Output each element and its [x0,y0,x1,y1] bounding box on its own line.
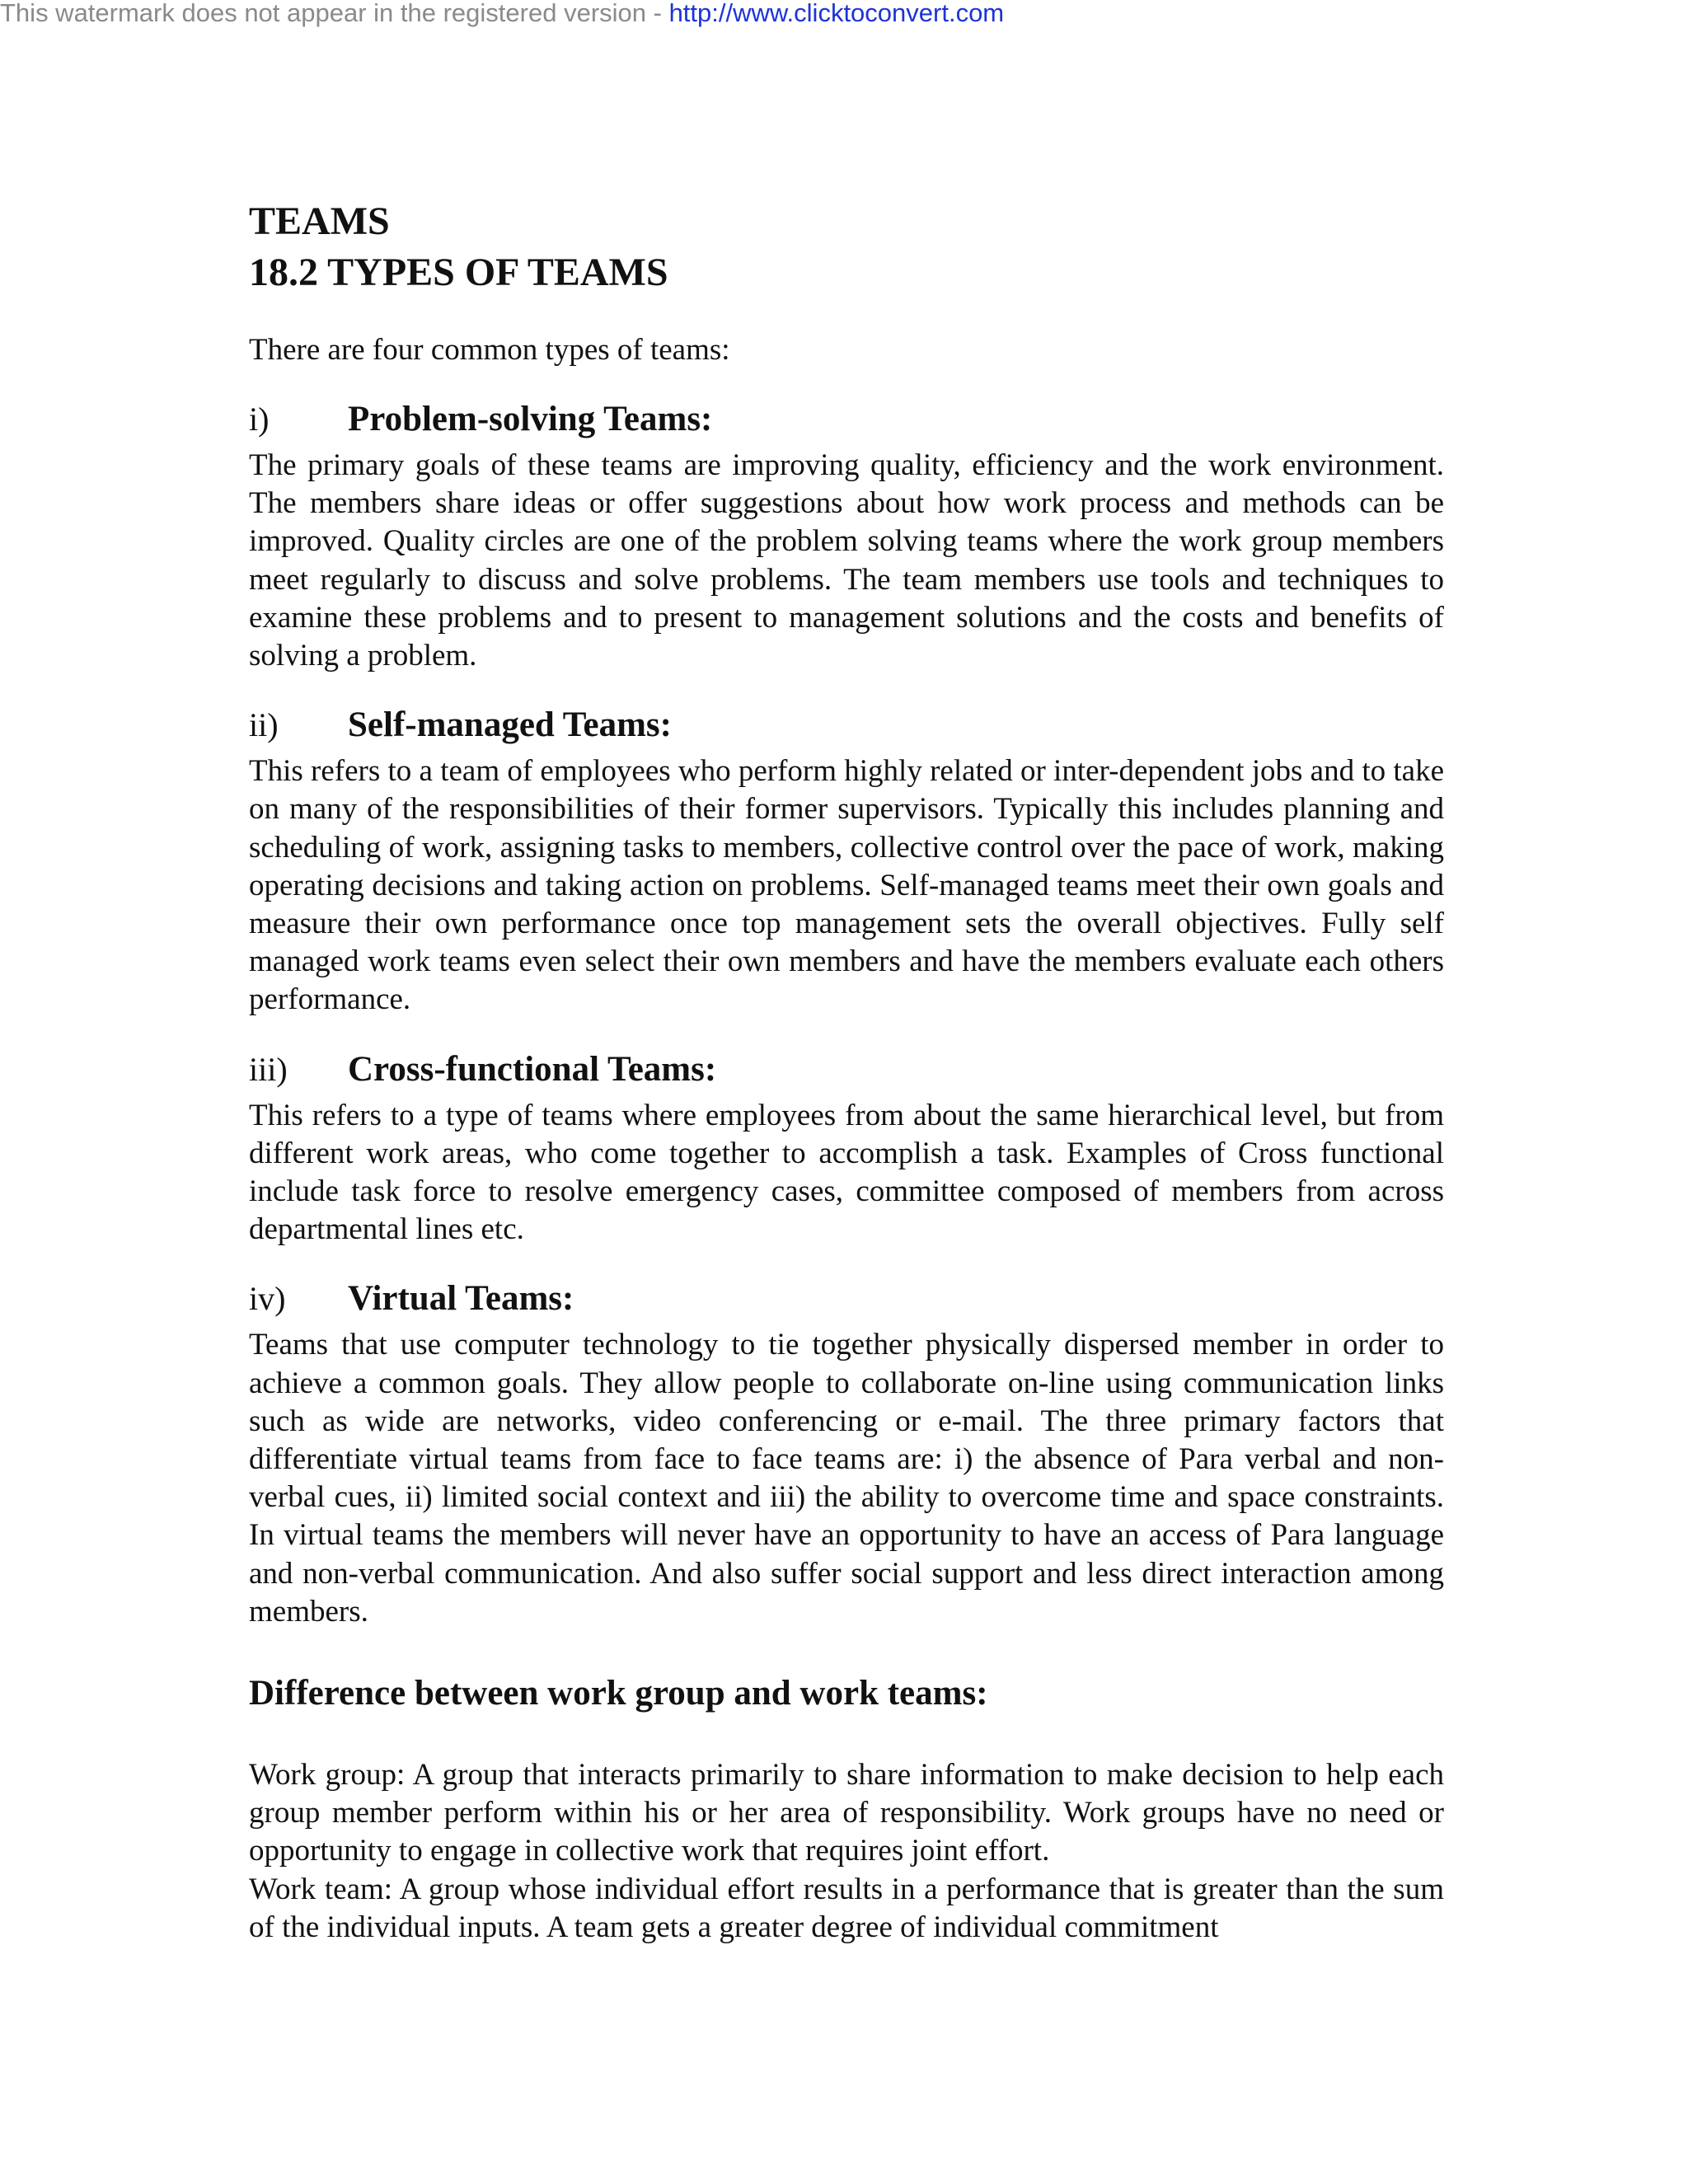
watermark-link[interactable]: http://www.clicktoconvert.com [668,0,1005,27]
section-virtual [249,1278,1444,1631]
section-body: The primary goals of these teams are improving quality, efficiency and the work environment. The members share ideas or offer suggestions about how work process and methods can be improved. Quality circles are one of the problem solving teams where the work group members meet regularly to discuss and solve problems. The team members use tools and techniques to examine these problems and to present to management solutions and the costs and benefits of solving a problem. [249,448,1444,673]
section-numeral: ii) [249,706,279,744]
intro-paragraph: There are four common types of teams: [249,333,730,367]
section-heading [249,1278,1444,1326]
section-heading-text: Self-managed Teams: [348,705,672,745]
watermark-text: This watermark does not appear in the registered version - [0,0,669,27]
section-title-heading: 18.2 TYPES OF TEAMS [249,251,668,294]
section-heading [249,399,1444,447]
section-heading [249,1049,1444,1097]
section-heading-text: Cross-functional Teams: [348,1049,717,1089]
section-body: Teams that use computer technology to tie together physically dispersed member in order to achieve a common goals. They allow people to collaborate on-line using communication links such as wide are networks, video conferencing or e-mail. The three primary factors that differentiate virtual teams from face to face teams are: i) the absence of Para verbal and non-verbal cues, ii) limited social context and iii) the ability to overcome time and space constraints. In virtual teams the members will never have an opportunity to have an access of Para language and non-verbal communication. And also suffer social support and less direct interaction among members. [249,1328,1444,1629]
section-numeral: iii) [249,1050,288,1088]
section-heading-text: Problem-solving Teams: [348,400,713,438]
section-numeral: iv) [249,1280,286,1318]
difference-heading: Difference between work group and work teams: [249,1674,988,1713]
difference-content [249,1756,1444,1947]
section-self-managed [249,705,1444,1019]
section-heading [249,705,1444,752]
section-numeral: i) [249,401,270,438]
section-heading-text: Virtual Teams: [348,1279,574,1319]
section-cross-functional [249,1049,1444,1249]
watermark-banner [0,0,1004,26]
section-problem-solving [249,399,1444,675]
work-team-paragraph: Work team: A group whose individual effort results in a performance that is greater than the sum of the individual inputs. A team gets a greater degree of individual commitment [249,1872,1444,1944]
section-body: This refers to a team of employees who perform highly related or inter-dependent jobs and to take on many of the responsibilities of their former supervisors. Typically this includes planning and scheduling of work, assigning tasks to members, collective control over the pace of work, making operating decisions and taking action on problems. Self-managed teams meet their own goals and measure their own performance once top management sets the overall objectives. Fully self managed work teams even select their own members and have the members evaluate each others performance. [249,754,1444,1017]
document-body [249,196,1444,1947]
chapter-title: TEAMS [249,199,390,243]
work-group-paragraph: Work group: A group that interacts primarily to share information to make decision to help each group member perform within his or her area of responsibility. Work groups have no need or opportunity to engage in collective work that requires joint effort. [249,1758,1444,1868]
section-body: This refers to a type of teams where employees from about the same hierarchical level, but from different work areas, who come together to accomplish a task. Examples of Cross functional include task force to resolve emergency cases, committee composed of members from across departmental lines etc. [249,1098,1444,1247]
